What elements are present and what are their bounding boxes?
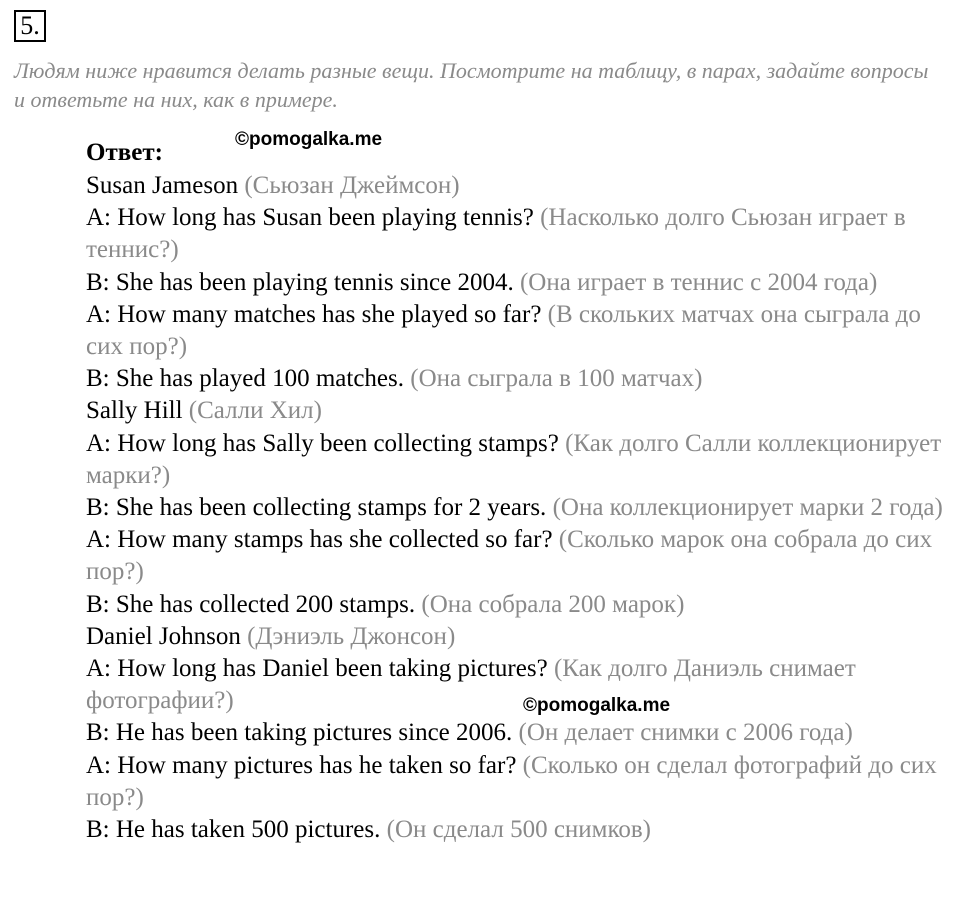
line-translation: (Она коллекционирует марки 2 года) (552, 494, 943, 522)
dialogue-line (86, 814, 948, 846)
line-english: A: How long has Daniel been taking pictures? (86, 655, 548, 683)
dialogue-line (86, 299, 948, 363)
answer-body (86, 170, 948, 846)
line-translation: (Он делает снимки с 2006 года) (518, 719, 853, 747)
line-english: B: She has played 100 matches. (86, 365, 404, 393)
dialogue-line (86, 428, 948, 492)
line-translation: (Он сделал 500 снимков) (386, 816, 651, 844)
line-translation: (Она сыграла в 100 матчах) (410, 365, 703, 393)
dialogue-line (86, 524, 948, 588)
answer-heading: Ответ: (86, 139, 163, 166)
dialogue-line (86, 267, 948, 299)
line-translation: (В скольких матчах она сыграла до сих пор?) (86, 300, 921, 361)
line-english: A: How many pictures has he taken so far? (86, 751, 517, 779)
line-english: A: How many stamps has she collected so far? (86, 526, 553, 554)
dialogue-line (86, 202, 948, 266)
line-translation: (Сколько марок она собрала до сих пор?) (86, 526, 933, 586)
line-english: B: She has collected 200 stamps. (86, 590, 416, 618)
speaker-name-sally (86, 395, 948, 427)
line-translation: (Дэниэль Джонсон) (247, 622, 456, 650)
line-translation: (Сколько он сделал фотографий до сих пор?) (86, 751, 937, 811)
watermark: ©pomogalka.me (235, 129, 383, 150)
dialogue-line (86, 750, 948, 814)
dialogue-line (86, 589, 948, 621)
line-translation: (Салли Хил) (188, 397, 322, 425)
line-translation: (Сьюзан Джеймсон) (244, 172, 460, 199)
task-number: 5. (14, 10, 46, 42)
dialogue-line (86, 363, 948, 395)
line-translation: (Насколько долго Сьюзан играет в теннис?) (86, 204, 906, 264)
watermark: ©pomogalka.me (523, 695, 671, 716)
line-translation: (Как долго Салли коллекционирует марки?) (86, 429, 942, 489)
line-english: Daniel Johnson (86, 622, 241, 650)
speaker-name-susan (86, 170, 948, 202)
line-english: B: He has taken 500 pictures. (86, 816, 381, 844)
line-translation: (Как долго Даниэль снимает фотографии?) (86, 655, 856, 715)
line-english: B: She has been playing tennis since 2004. (86, 268, 514, 296)
speaker-name-daniel (86, 621, 948, 653)
task-instruction: Людям ниже нравится делать разные вещи. Посмотрите на таблицу, в парах, задайте вопросы и ответьте на них, как в примере. (14, 58, 929, 112)
dialogue-line (86, 492, 948, 524)
line-english: Sally Hill (86, 397, 183, 425)
line-english: A: How long has Sally been collecting stamps? (86, 429, 559, 457)
line-translation: (Она собрала 200 марок) (421, 590, 685, 618)
dialogue-line (86, 717, 948, 749)
line-english: B: He has been taking pictures since 2006. (86, 719, 513, 747)
dialogue-line (86, 653, 948, 717)
line-english: Susan Jameson (86, 172, 239, 199)
line-english: A: How long has Susan been playing tennis? (86, 204, 534, 232)
line-english: A: How many matches has she played so far? (86, 300, 542, 328)
line-english: B: She has been collecting stamps for 2 years. (86, 494, 547, 522)
line-translation: (Она играет в теннис с 2004 года) (519, 268, 878, 296)
